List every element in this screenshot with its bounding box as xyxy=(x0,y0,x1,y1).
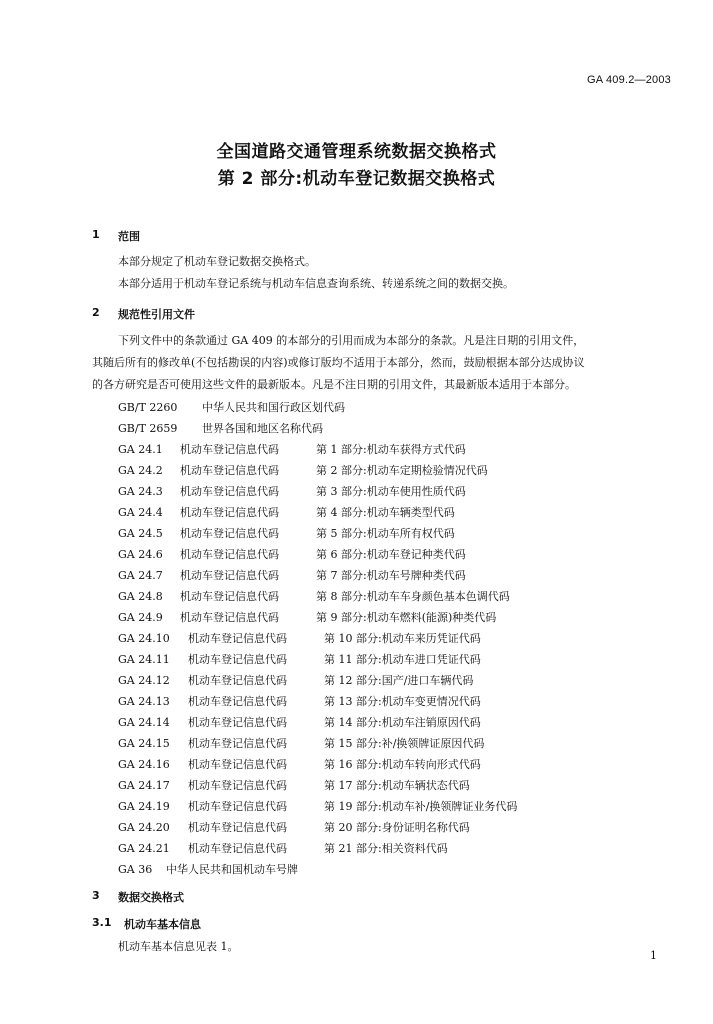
reference-name: 机动车登记信息代码 xyxy=(188,653,287,666)
page-number: 1 xyxy=(650,949,657,962)
reference-item xyxy=(118,840,448,856)
reference-part: 第 15 部分:补/换领牌证原因代码 xyxy=(324,737,485,750)
reference-name: 机动车登记信息代码 xyxy=(188,674,287,687)
reference-name: 机动车登记信息代码 xyxy=(180,527,279,540)
section-2-heading: 规范性引用文件 xyxy=(118,308,195,321)
reference-item xyxy=(118,735,484,751)
reference-part: 第 19 部分:机动车补/换领牌证业务代码 xyxy=(324,800,518,813)
reference-item xyxy=(118,588,510,604)
reference-title: 中华人民共和国机动车号牌 xyxy=(166,863,298,876)
reference-name: 机动车登记信息代码 xyxy=(180,443,279,456)
reference-code: GA 24.12 xyxy=(118,674,170,687)
reference-code: GB/T 2260 xyxy=(118,401,178,414)
reference-item xyxy=(118,693,481,709)
reference-item xyxy=(118,672,473,688)
section-2-paragraph-line-1: 下列文件中的条款通过 GA 409 的本部分的引用而成为本部分的条款。凡是注日期的引用文件， xyxy=(118,334,585,347)
reference-item xyxy=(118,462,488,478)
document-title-line2: 第 2 部分:机动车登记数据交换格式 xyxy=(217,169,496,189)
reference-item xyxy=(118,525,455,541)
reference-part: 第 5 部分:机动车所有权代码 xyxy=(316,527,455,540)
reference-item xyxy=(118,819,470,835)
reference-item xyxy=(118,504,455,520)
reference-part: 第 1 部分:机动车获得方式代码 xyxy=(316,443,466,456)
reference-code: GA 24.4 xyxy=(118,506,163,519)
reference-item xyxy=(118,546,466,562)
reference-code: GA 24.10 xyxy=(118,632,170,645)
reference-code: GA 24.6 xyxy=(118,548,163,561)
reference-name: 机动车登记信息代码 xyxy=(180,506,279,519)
reference-title: 中华人民共和国行政区划代码 xyxy=(202,401,345,414)
reference-name: 机动车登记信息代码 xyxy=(188,695,287,708)
section-1-heading: 范围 xyxy=(118,230,140,243)
reference-item xyxy=(118,651,481,667)
section-3-1-number: 3.1 xyxy=(92,916,112,929)
reference-part: 第 3 部分:机动车使用性质代码 xyxy=(316,485,466,498)
section-2-paragraph-line-3: 的各方研究是否可使用这些文件的最新版本。凡是不注日期的引用文件，其最新版本适用于本部分。 xyxy=(92,378,576,391)
reference-part: 第 14 部分:机动车注销原因代码 xyxy=(324,716,481,729)
reference-code: GA 24.13 xyxy=(118,695,170,708)
reference-code: GA 24.2 xyxy=(118,464,163,477)
reference-part: 第 13 部分:机动车变更情况代码 xyxy=(324,695,481,708)
reference-code: GA 24.11 xyxy=(118,653,170,666)
section-3-number: 3 xyxy=(92,889,100,902)
reference-code: GA 24.15 xyxy=(118,737,170,750)
reference-part: 第 8 部分:机动车车身颜色基本色调代码 xyxy=(316,590,510,603)
reference-name: 机动车登记信息代码 xyxy=(180,611,279,624)
section-1-paragraph-2: 本部分适用于机动车登记系统与机动车信息查询系统、转递系统之间的数据交换。 xyxy=(118,277,514,290)
reference-item xyxy=(118,630,481,646)
section-3-1-heading: 机动车基本信息 xyxy=(124,918,201,931)
reference-code: GA 24.19 xyxy=(118,800,170,813)
reference-name: 机动车登记信息代码 xyxy=(188,737,287,750)
reference-name: 机动车登记信息代码 xyxy=(188,632,287,645)
reference-item xyxy=(118,567,466,583)
reference-code: GA 24.21 xyxy=(118,842,170,855)
reference-part: 第 16 部分:机动车转向形式代码 xyxy=(324,758,481,771)
reference-name: 机动车登记信息代码 xyxy=(188,716,287,729)
reference-item xyxy=(118,609,496,625)
reference-part: 第 6 部分:机动车登记种类代码 xyxy=(316,548,466,561)
section-1-paragraph-1: 本部分规定了机动车登记数据交换格式。 xyxy=(118,255,316,268)
standard-number: GA 409.2—2003 xyxy=(587,74,671,86)
document-title-line1: 全国道路交通管理系统数据交换格式 xyxy=(216,142,497,162)
section-2-number: 2 xyxy=(92,306,100,319)
reference-name: 机动车登记信息代码 xyxy=(188,842,287,855)
reference-part: 第 4 部分:机动车辆类型代码 xyxy=(316,506,455,519)
reference-item xyxy=(118,777,470,793)
reference-part: 第 10 部分:机动车来历凭证代码 xyxy=(324,632,481,645)
reference-item xyxy=(118,756,481,772)
reference-code: GA 24.20 xyxy=(118,821,170,834)
reference-code: GB/T 2659 xyxy=(118,422,178,435)
reference-code: GA 24.3 xyxy=(118,485,163,498)
reference-name: 机动车登记信息代码 xyxy=(188,800,287,813)
reference-part: 第 12 部分:国产/进口车辆代码 xyxy=(324,674,474,687)
reference-part: 第 21 部分:相关资料代码 xyxy=(324,842,448,855)
reference-name: 机动车登记信息代码 xyxy=(180,464,279,477)
reference-name: 机动车登记信息代码 xyxy=(180,569,279,582)
section-1-number: 1 xyxy=(92,228,100,241)
reference-code: GA 24.5 xyxy=(118,527,163,540)
reference-item xyxy=(118,441,466,457)
reference-part: 第 11 部分:机动车进口凭证代码 xyxy=(324,653,481,666)
reference-code: GA 24.9 xyxy=(118,611,163,624)
reference-name: 机动车登记信息代码 xyxy=(180,590,279,603)
reference-code: GA 24.1 xyxy=(118,443,163,456)
reference-item xyxy=(118,483,466,499)
reference-item xyxy=(118,714,481,730)
reference-name: 机动车登记信息代码 xyxy=(180,548,279,561)
reference-item xyxy=(118,861,298,877)
reference-name: 机动车登记信息代码 xyxy=(188,758,287,771)
reference-item xyxy=(118,798,517,814)
reference-code: GA 24.16 xyxy=(118,758,170,771)
reference-part: 第 9 部分:机动车燃料(能源)种类代码 xyxy=(316,611,497,624)
reference-code: GA 24.17 xyxy=(118,779,170,792)
reference-code: GA 24.8 xyxy=(118,590,163,603)
section-3-heading: 数据交换格式 xyxy=(118,891,184,904)
reference-code: GA 24.7 xyxy=(118,569,163,582)
reference-part: 第 2 部分:机动车定期检验情况代码 xyxy=(316,464,488,477)
reference-title: 世界各国和地区名称代码 xyxy=(202,422,323,435)
reference-part: 第 20 部分:身份证明名称代码 xyxy=(324,821,470,834)
section-2-paragraph-line-2: 其随后所有的修改单(不包括勘误的内容)或修订版均不适用于本部分，然而，鼓励根据本部分达成协议 xyxy=(92,356,585,369)
reference-code: GA 36 xyxy=(118,863,153,876)
reference-item xyxy=(118,399,345,415)
reference-part: 第 7 部分:机动车号牌种类代码 xyxy=(316,569,466,582)
reference-name: 机动车登记信息代码 xyxy=(188,821,287,834)
reference-code: GA 24.14 xyxy=(118,716,170,729)
section-3-1-paragraph: 机动车基本信息见表 1。 xyxy=(118,940,239,953)
reference-part: 第 17 部分:机动车辆状态代码 xyxy=(324,779,470,792)
reference-name: 机动车登记信息代码 xyxy=(188,779,287,792)
reference-item xyxy=(118,420,323,436)
reference-name: 机动车登记信息代码 xyxy=(180,485,279,498)
